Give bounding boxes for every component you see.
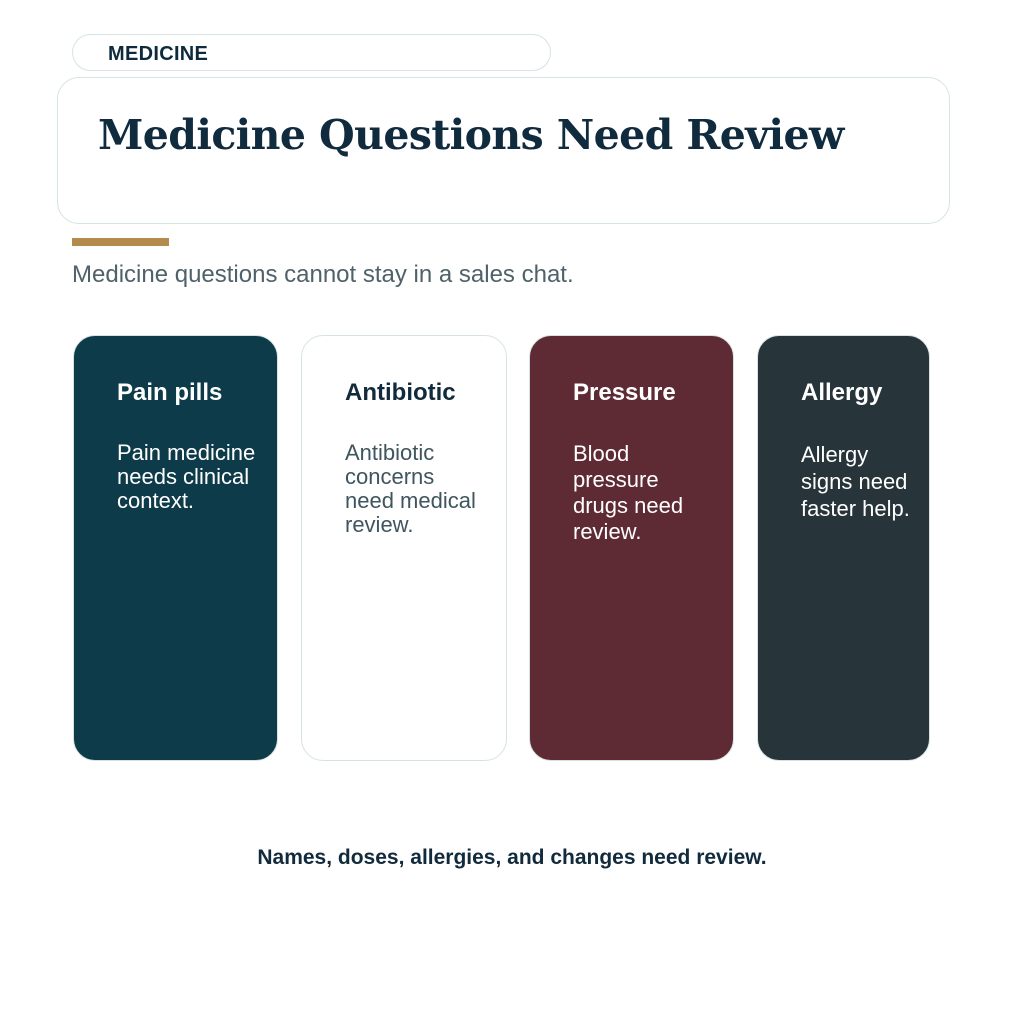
title-panel [57, 77, 950, 224]
page-title: Medicine Questions Need Review [98, 111, 844, 159]
card-body: Blood pressure drugs need review. [573, 441, 684, 544]
accent-divider [72, 238, 169, 246]
card-title: Antibiotic [345, 379, 456, 406]
card-pressure [529, 335, 734, 761]
card-body: Pain medicine needs clinical context. [117, 440, 256, 513]
card-body: Antibiotic concerns need medical review. [345, 440, 476, 537]
card-pain-pills [73, 335, 278, 761]
page-subtitle: Medicine questions cannot stay in a sales chat. [72, 261, 574, 288]
card-allergy [757, 335, 930, 761]
card-title: Pain pills [117, 379, 223, 406]
card-body: Allergy signs need faster help. [801, 442, 910, 521]
category-tag-label: MEDICINE [108, 43, 209, 65]
category-tag [72, 34, 551, 71]
card-title: Pressure [573, 379, 676, 406]
card-title: Allergy [801, 379, 883, 406]
card-antibiotic [301, 335, 507, 761]
footer-note: Names, doses, allergies, and changes need review. [257, 846, 767, 869]
